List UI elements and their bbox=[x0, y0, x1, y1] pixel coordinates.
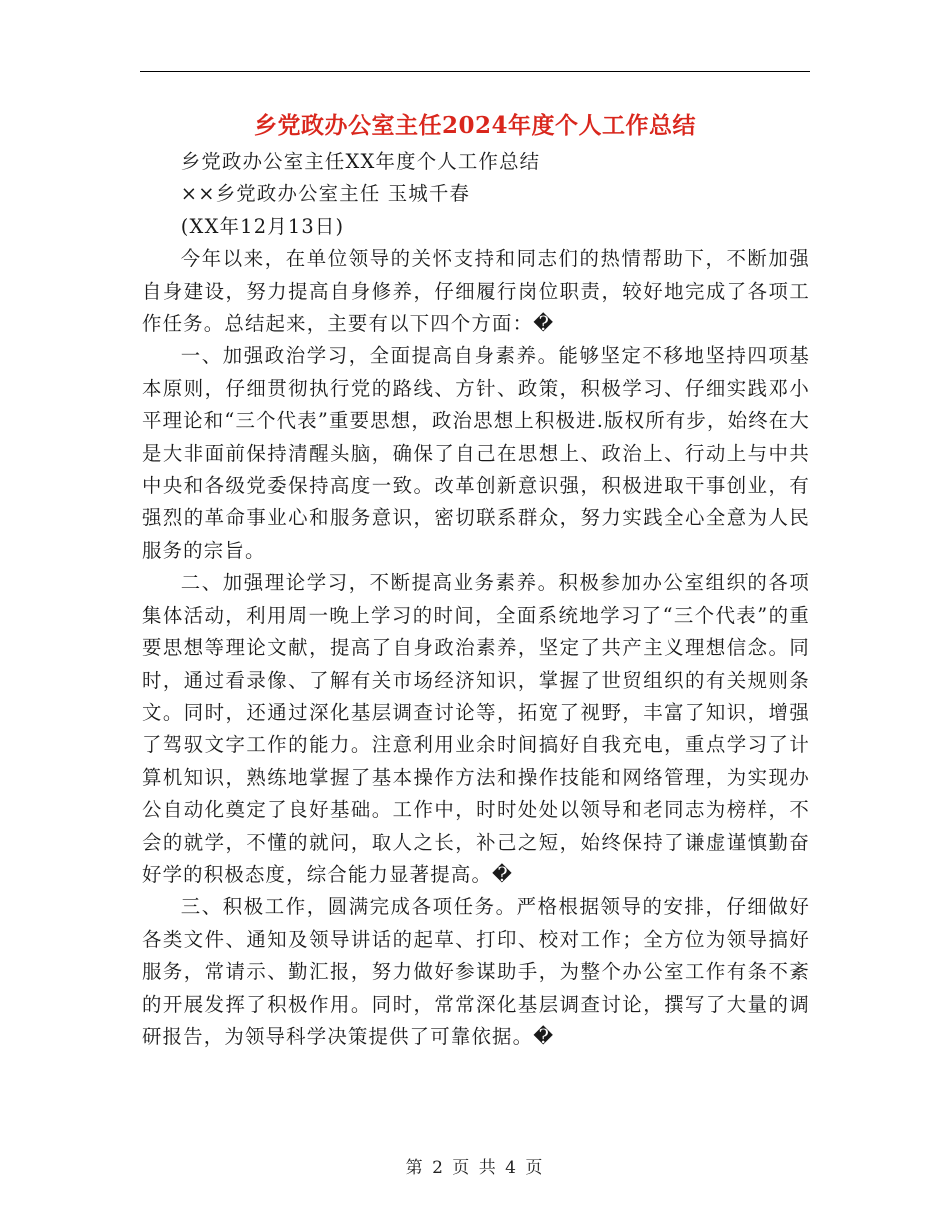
document-title: 乡党政办公室主任2024年度个人工作总结 bbox=[253, 112, 696, 139]
header-rule bbox=[140, 71, 810, 72]
page-number-footer: 第 2 页 共 4 页 bbox=[405, 1158, 545, 1178]
subtitle-line: 乡党政办公室主任XX年度个人工作总结 bbox=[180, 150, 541, 173]
date-line: (XX年12月13日) bbox=[180, 214, 345, 238]
section-2-paragraph: 二、加强理论学习，不断提高业务素养。积极参加办公室组织的各项集体活动，利用周一晚上学习的时间，全面系统地学习了“三个代表”的重要思想等理论文献，提高了自身政治素养，坚定了共产主义理想信念。同时，通过看录像、了解有关市场经济知识，掌握了世贸组织的有关规则条文。同时，还通过深化基层调查讨论等，拓宽了视野，丰富了知识，增强了驾驭文字工作的能力。注意利用业余时间搞好自我充电，重点学习了计算机知识，熟练地掌握了基本操作方法和操作技能和网络管理，为实现办公自动化奠定了良好基础。工作中，时时处处以领导和老同志为榜样，不会的就学，不懂的就问，取人之长，补己之短，始终保持了谦虚谨慎勤奋好学的积极态度，综合能力显著提高。� bbox=[142, 571, 810, 886]
document-body bbox=[142, 146, 810, 1053]
section-3-paragraph: 三、积极工作，圆满完成各项任务。严格根据领导的安排，仔细做好各类文件、通知及领导讲话的起草、打印、校对工作；全方位为领导搞好服务，常请示、勤汇报，努力做好参谋助手，为整个办公室工作有条不紊的开展发挥了积极作用。同时，常常深化基层调查讨论，撰写了大量的调研报告，为领导科学决策提供了可靠依据。� bbox=[142, 895, 810, 1048]
intro-paragraph: 今年以来，在单位领导的关怀支持和同志们的热情帮助下，不断加强自身建设，努力提高自身修养，仔细履行岗位职责，较好地完成了各项工作任务。总结起来，主要有以下四个方面：� bbox=[142, 247, 810, 336]
section-1-paragraph: 一、加强政治学习，全面提高自身素养。能够坚定不移地坚持四项基本原则，仔细贯彻执行党的路线、方针、政策，积极学习、仔细实践邓小平理论和“三个代表”重要思想，政治思想上积极进.版权所有步，始终在大是大非面前保持清醒头脑，确保了自己在思想上、政治上、行动上与中共中央和各级党委保持高度一致。改革创新意识强，积极进取干事创业，有强烈的革命事业心和服务意识，密切联系群众，努力实践全心全意为人民服务的宗旨。 bbox=[142, 344, 810, 562]
author-line: ××乡党政办公室主任 玉城千春 bbox=[180, 182, 471, 206]
